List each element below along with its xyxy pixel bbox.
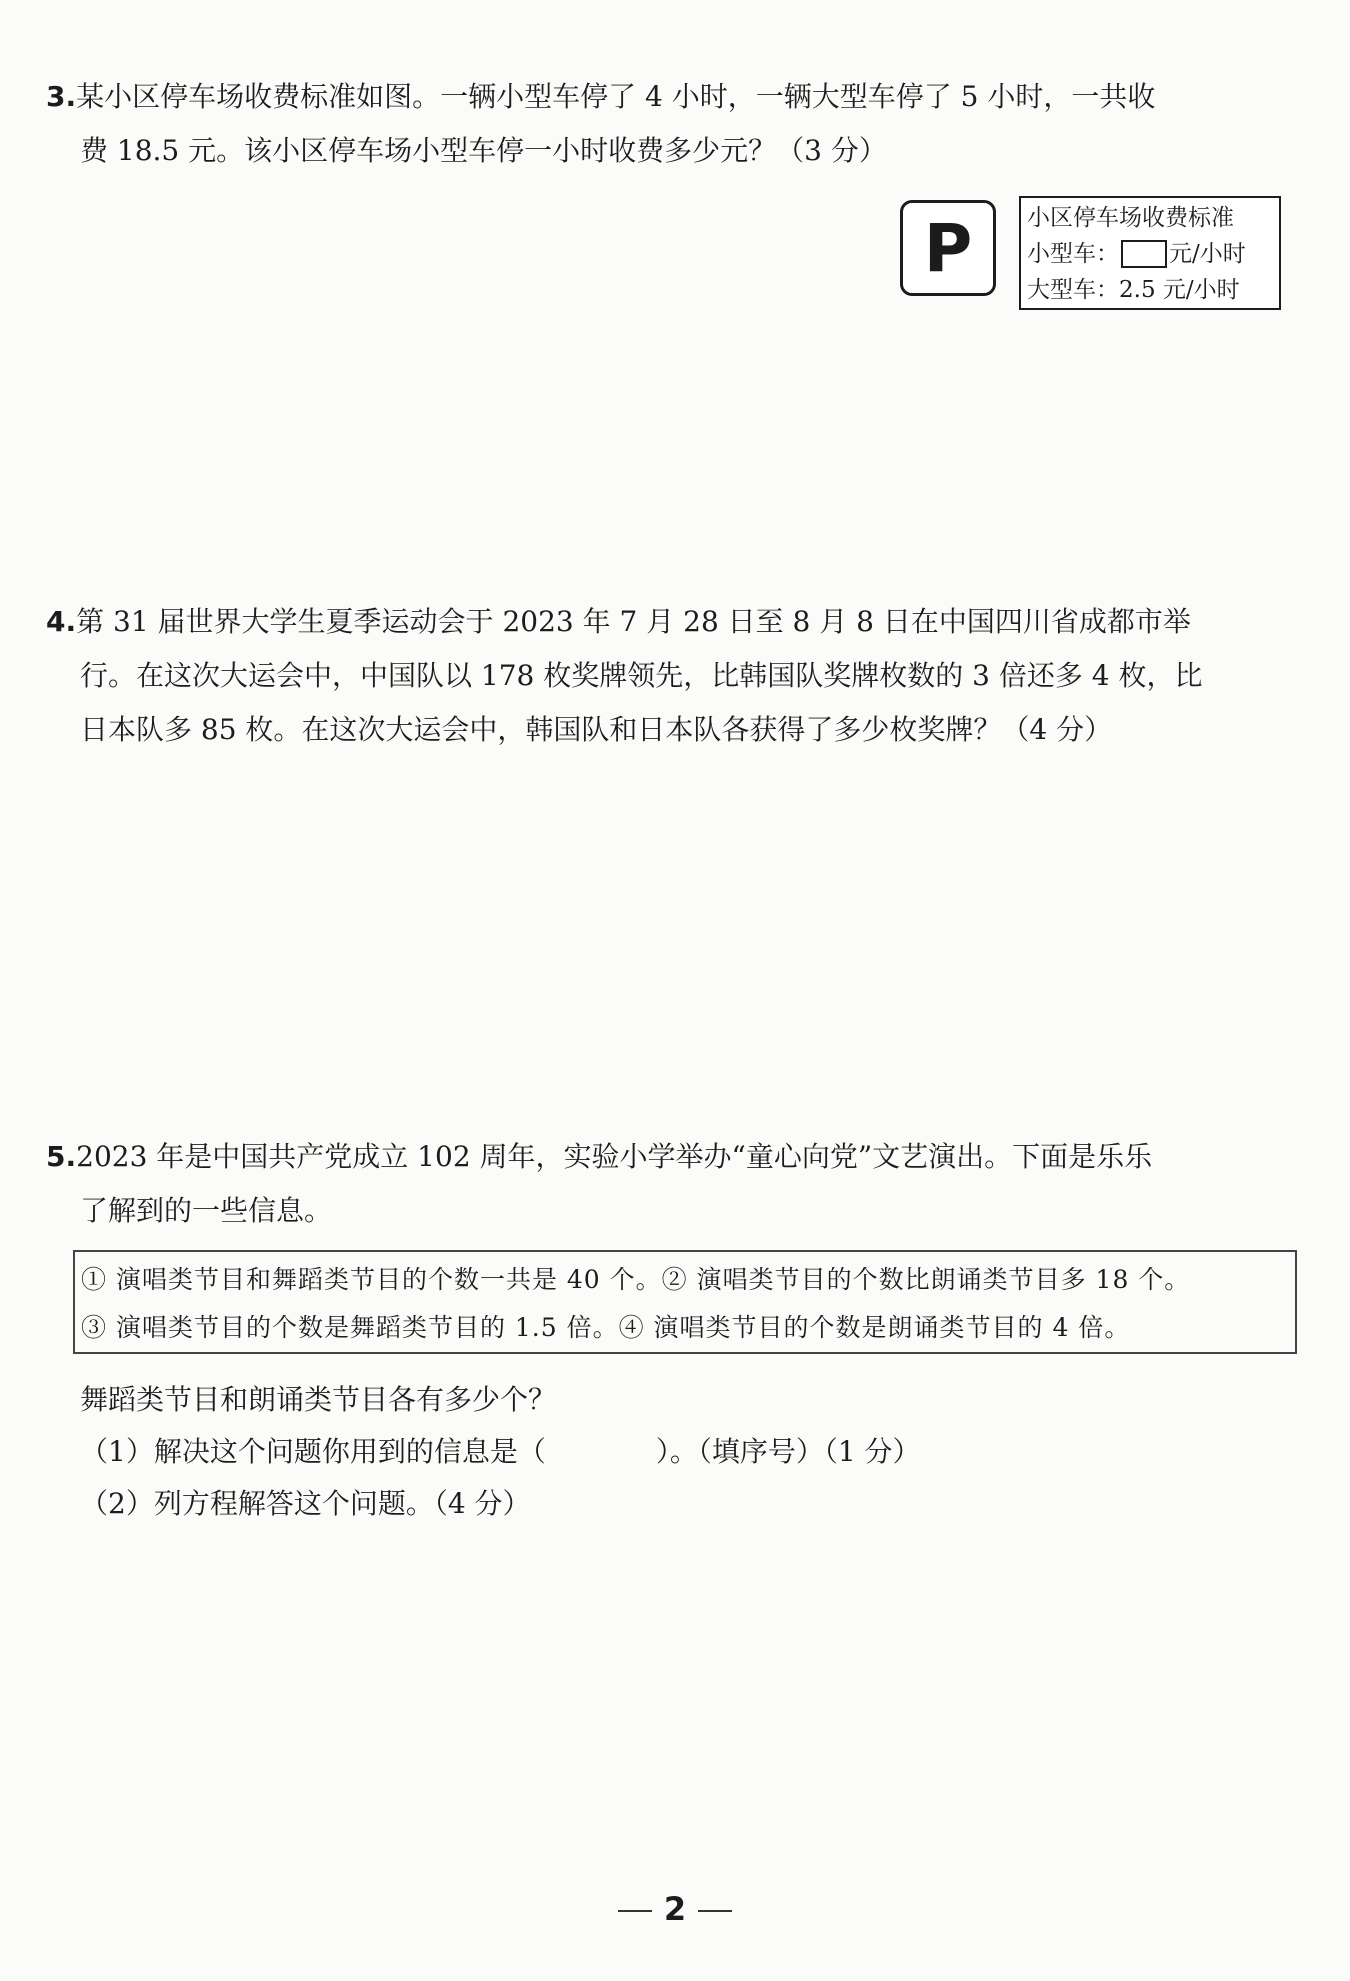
page-number-value: 2 <box>663 1890 687 1928</box>
parking-sign-icon: P <box>900 200 996 296</box>
info-line-1: ① 演唱类节目和舞蹈类节目的个数一共是 40 个。② 演唱类节目的个数比朗诵类节目多 18 个。 <box>81 1265 1191 1294</box>
question-4-line-1 <box>46 595 1306 649</box>
fee-small-label: 小型车： <box>1027 241 1119 267</box>
question-5-sub-1 <box>80 1426 921 1478</box>
question-5-line-1 <box>46 1130 1306 1184</box>
fee-small-car <box>1027 236 1273 272</box>
info-box <box>73 1250 1297 1354</box>
question-4-text-1: 第 31 届世界大学生夏季运动会于 2023 年 7 月 28 日至 8 月 8 日在中国四川省成都市举 <box>76 605 1191 638</box>
question-4-line-2: 行。在这次大运会中，中国队以 178 枚奖牌领先，比韩国队奖牌枚数的 3 倍还多 4 枚，比 <box>80 659 1203 692</box>
question-3-line-1 <box>46 70 1306 124</box>
question-3-text-1: 某小区停车场收费标准如图。一辆小型车停了 4 小时，一辆大型车停了 5 小时，一共收 <box>76 80 1156 113</box>
question-5-number: 5. <box>46 1140 77 1173</box>
parking-fee-table <box>1019 196 1281 310</box>
question-4-number: 4. <box>46 605 77 638</box>
question-5-prompt: 舞蹈类节目和朗诵类节目各有多少个？ <box>80 1383 557 1416</box>
question-3-line-2: 费 18.5 元。该小区停车场小型车停一小时收费多少元？（3 分） <box>80 134 887 167</box>
question-3 <box>46 70 1306 178</box>
fee-blank-box <box>1121 240 1167 268</box>
question-3-number: 3. <box>46 80 77 113</box>
fee-large-car: 大型车：2.5 元/小时 <box>1027 277 1240 303</box>
question-5 <box>46 1130 1306 1238</box>
question-5-text-1: 2023 年是中国共产党成立 102 周年，实验小学举办“童心向党”文艺演出。下面是乐乐 <box>76 1140 1153 1173</box>
page-dash-left <box>618 1910 652 1912</box>
page-number <box>0 1890 1350 1928</box>
question-4 <box>46 595 1306 757</box>
page-dash-right <box>698 1910 732 1912</box>
question-4-line-3: 日本队多 85 枚。在这次大运会中，韩国队和日本队各获得了多少枚奖牌？（4 分） <box>80 713 1113 746</box>
sub-1-text-a: （1）解决这个问题你用到的信息是（ <box>80 1435 546 1468</box>
sub-1-text-b: ）。（填序号）（1 分） <box>655 1435 921 1468</box>
fee-title: 小区停车场收费标准 <box>1027 205 1234 231</box>
question-5-sub-2: （2）列方程解答这个问题。（4 分） <box>80 1487 531 1520</box>
question-5-line-2: 了解到的一些信息。 <box>80 1194 333 1227</box>
fee-small-unit: 元/小时 <box>1169 241 1246 267</box>
info-line-2: ③ 演唱类节目的个数是舞蹈类节目的 1.5 倍。④ 演唱类节目的个数是朗诵类节目的 4 倍。 <box>81 1313 1131 1342</box>
